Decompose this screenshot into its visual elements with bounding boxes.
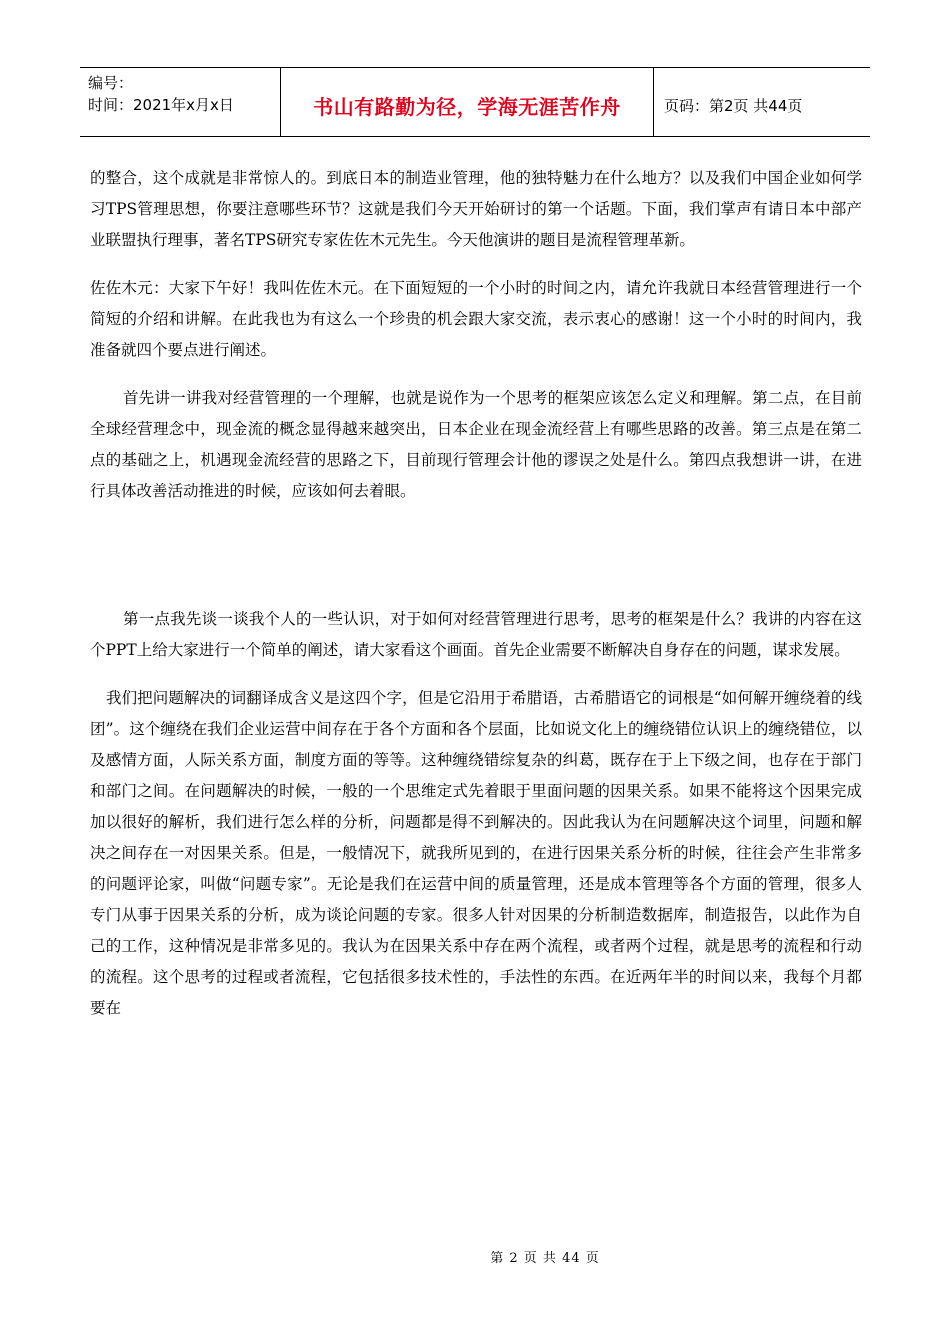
page-header <box>80 67 870 137</box>
document-date-label: 时间：2021年x月x日 <box>88 96 234 114</box>
document-number-label: 编号： <box>88 74 134 92</box>
paragraph: 第一点我先谈一谈我个人的一些认识，对于如何对经营管理进行思考，思考的框架是什么？我讲的内容在这个PPT上给大家进行一个简单的阐述，请大家看这个画面。首先企业需要不断解决自身存在的问题，谋求发展。 <box>90 610 862 659</box>
section-spacer <box>90 507 862 604</box>
paragraph: 我们把问题解决的词翻译成含义是这四个字，但是它沿用于希腊语，古希腊语它的词根是“如何解开缠绕着的线团”。这个缠绕在我们企业运营中间存在于各个方面和各个层面，比如说文化上的缠绕错位认识上的缠绕错位，以及感情方面，人际关系方面，制度方面的等等。这种缠绕错综复杂的纠葛，既存在于上下级之间，也存在于部门和部门之间。在问题解决的时候，一般的一个思维定式先着眼于里面问题的因果关系。如果不能将这个因果完成加以很好的解析，我们进行怎么样的分析，问题都是得不到解决的。因此我认为在问题解决这个词里，问题和解决之间存在一对因果关系。但是，一般情况下，就我所见到的，在进行因果关系分析的时候，往往会产生非常多的问题评论家，叫做“问题专家”。无论是我们在运营中间的质量管理，还是成本管理等各个方面的管理，很多人专门从事于因果关系的分析，成为谈论问题的专家。很多人针对因果的分析制造数据库，制造报告，以此作为自己的工作，这种情况是非常多见的。我认为在因果关系中存在两个流程，或者两个过程，就是思考的流程和行动的流程。这个思考的过程或者流程，它包括很多技术性的，手法性的东西。在近两年半的时间以来，我每个月都要在 <box>90 689 862 1017</box>
page-footer <box>0 1247 950 1266</box>
header-meta <box>80 68 280 136</box>
header-page-label: 页码：第2页 共44页 <box>664 96 803 115</box>
paragraph: 佐佐木元：大家下午好！我叫佐佐木元。在下面短短的一个小时的时间之内，请允许我就日本经营管理进行一个简短的介绍和讲解。在此我也为有这么一个珍贵的机会跟大家交流，表示衷心的感谢！这一个小时的时间内，我准备就四个要点进行阐述。 <box>90 279 862 359</box>
header-motto: 书山有路勤为径，学海无涯苦作舟 <box>280 68 654 136</box>
paragraph: 的整合，这个成就是非常惊人的。到底日本的制造业管理，他的独特魅力在什么地方？以及我们中国企业如何学习TPS管理思想，你要注意哪些环节？这就是我们今天开始研讨的第一个话题。下面，我们掌声有请日本中部产业联盟执行理事，著名TPS研究专家佐佐木元先生。今天他演讲的题目是流程管理革新。 <box>90 169 862 249</box>
document-body <box>90 163 862 1024</box>
paragraph: 首先讲一讲我对经营管理的一个理解，也就是说作为一个思考的框架应该怎么定义和理解。第二点，在目前全球经营理念中，现金流的概念显得越来越突出，日本企业在现金流经营上有哪些思路的改善。第三点是在第二点的基础之上，机遇现金流经营的思路之下，目前现行管理会计他的谬误之处是什么。第四点我想讲一讲，在进行具体改善活动推进的时候，应该如何去着眼。 <box>90 389 862 500</box>
footer-page-number: 第 2 页 共 44 页 <box>490 1251 600 1266</box>
